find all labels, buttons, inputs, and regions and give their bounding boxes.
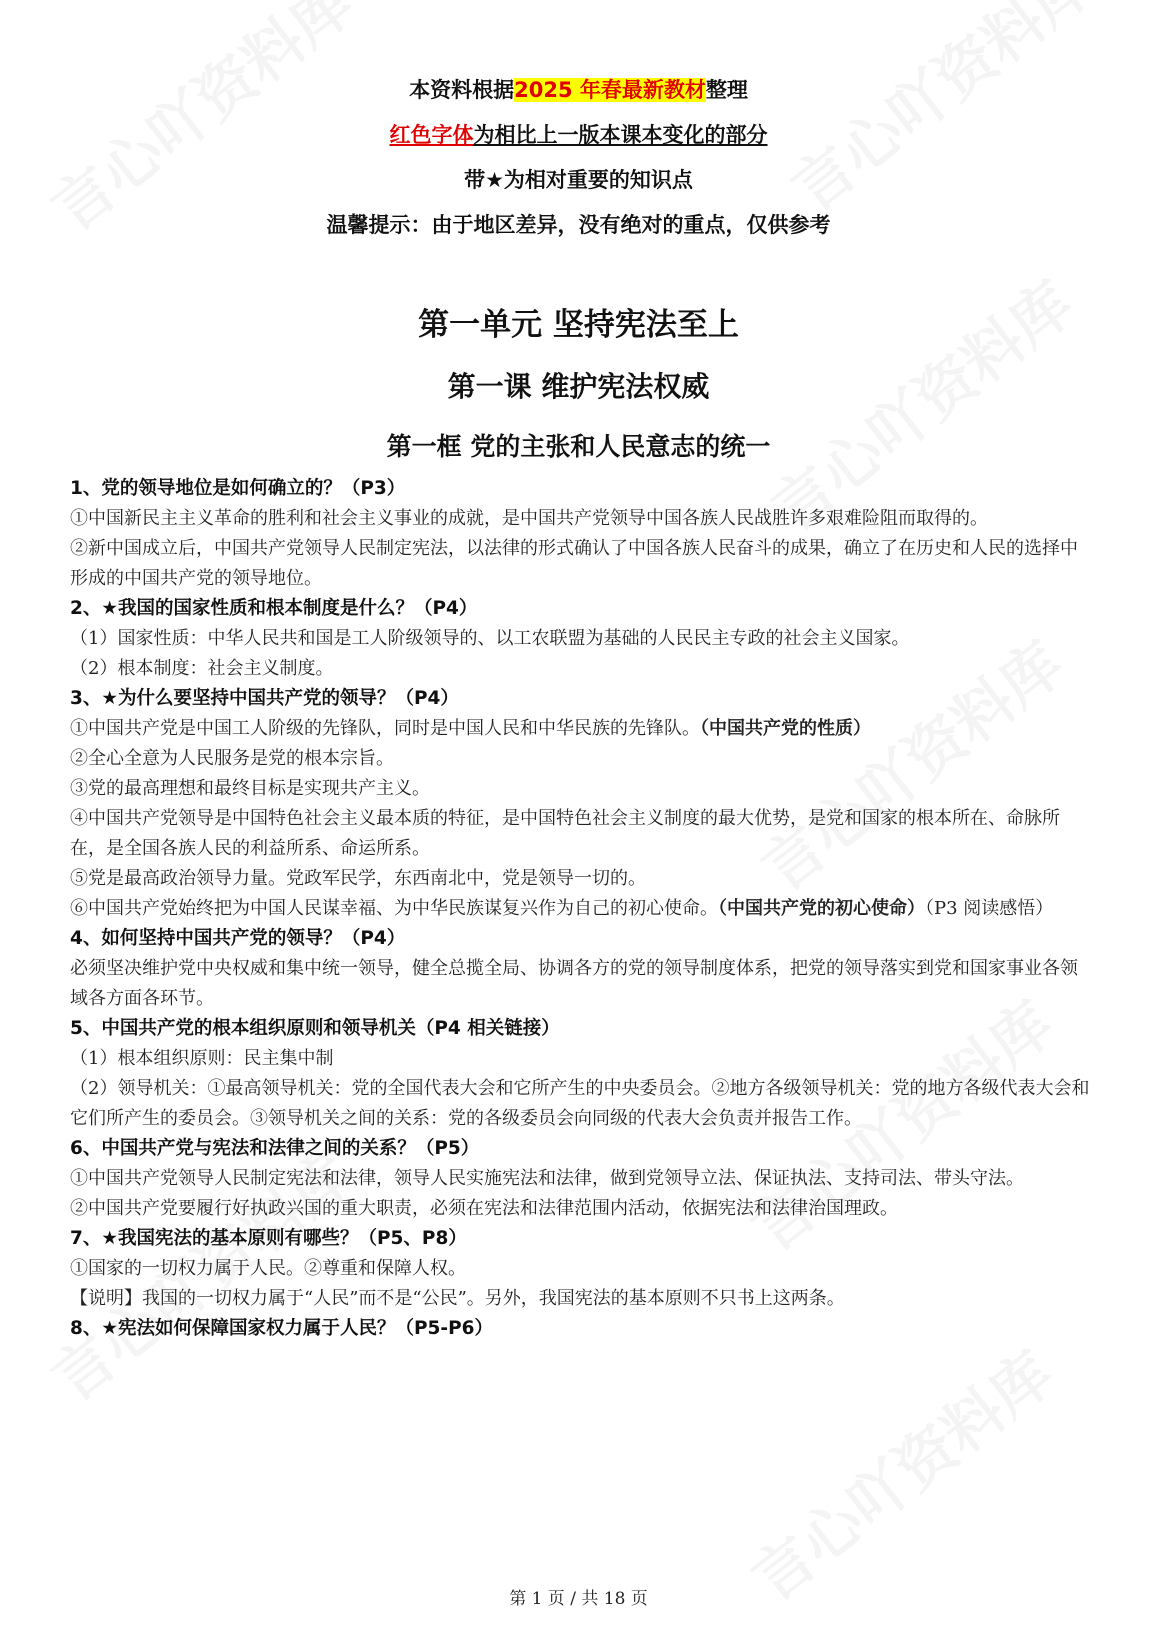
note-tip: 温馨提示：由于地区差异，没有绝对的重点，仅供参考 (326, 213, 831, 237)
question-1: 1、党的领导地位是如何确立的？（P3） (70, 478, 406, 499)
question-2: 2、★我国的国家性质和根本制度是什么？（P4） (70, 598, 478, 619)
answer-text: （2）根本制度：社会主义制度。 (70, 658, 334, 679)
answer-text: ①中国共产党领导人民制定宪法和法律，领导人民实施宪法和法律，做到党领导立法、保证执法、支持司法、带头守法。 (70, 1168, 1024, 1189)
note-red-label: 红色字体 (389, 123, 474, 147)
answer-bold-note: （中国共产党的初心使命） (718, 898, 925, 919)
answer-text: ②新中国成立后，中国共产党领导人民制定宪法，以法律的形式确认了中国各族人民奋斗的成果，确立了在历史和人民的选择中形成的中国共产党的领导地位。 (70, 538, 1078, 589)
answer-text: （1）国家性质：中华人民共和国是工人阶级领导的、以工农联盟为基础的人民民主专政的社会主义国家。 (70, 628, 910, 649)
answer-text: ④中国共产党领导是中国特色社会主义最本质的特征，是中国特色社会主义制度的最大优势，是党和国家的根本所在、命脉所在，是全国各族人民的利益所系、命运所系。 (70, 808, 1060, 859)
note-star: 带★为相对重要的知识点 (464, 168, 693, 192)
answer-part: ⑥中国共产党始终把为中国人民谋幸福、为中华民族谋复兴作为自己的初心使命。 (70, 898, 718, 919)
answer-part: ①中国共产党是中国工人阶级的先锋队，同时是中国人民和中华民族的先锋队。 (70, 718, 700, 739)
note-source-pre: 本资料根据 (409, 78, 515, 102)
unit-title: 第一单元 坚持宪法至上 (418, 307, 739, 343)
page-footer: 第 1 页 / 共 18 页 (509, 1589, 648, 1609)
note-source (0, 68, 1157, 113)
header-notes (0, 68, 1157, 248)
lesson-title: 第一课 维护宪法权威 (447, 370, 710, 403)
answer-part: （P3 阅读感悟） (925, 898, 1054, 919)
answer-note: 【说明】我国的一切权力属于“人民”而不是“公民”。另外，我国宪法的基本原则不只书上这两条。 (70, 1288, 845, 1309)
answer-bold-note: （中国共产党的性质） (700, 718, 871, 739)
answer-text: （1）根本组织原则：民主集中制 (70, 1048, 334, 1069)
question-5: 5、中国共产党的根本组织原则和领导机关（P4 相关链接） (70, 1018, 560, 1039)
watermark (732, 1328, 1069, 1617)
question-7: 7、★我国宪法的基本原则有哪些？（P5、P8） (70, 1228, 467, 1249)
question-6: 6、中国共产党与宪法和法律之间的关系？（P5） (70, 1138, 480, 1159)
answer-text: （2）领导机关：①最高领导机关：党的全国代表大会和它所产生的中央委员会。②地方各级领导机关：党的地方各级代表大会和它们所产生的委员会。③领导机关之间的关系：党的各级委员会向同级的代表大会负责并报告工作。 (70, 1078, 1090, 1129)
frame-title: 第一框 党的主张和人民意志的统一 (386, 432, 771, 461)
answer-text (70, 894, 1090, 924)
answer-text: ⑤党是最高政治领导力量。党政军民学，东西南北中，党是领导一切的。 (70, 868, 646, 889)
document-body (70, 474, 1090, 1344)
note-red-rest: 为相比上一版本课本变化的部分 (473, 123, 768, 147)
note-source-post: 整理 (705, 78, 748, 102)
answer-text: ②中国共产党要履行好执政兴国的重大职责，必须在宪法和法律范围内活动，依据宪法和法律治国理政。 (70, 1198, 898, 1219)
answer-text: 必须坚决维护党中央权威和集中统一领导，健全总揽全局、协调各方的党的领导制度体系，把党的领导落实到党和国家事业各领域各方面各环节。 (70, 958, 1078, 1009)
answer-text: ①国家的一切权力属于人民。②尊重和保障人权。 (70, 1258, 466, 1279)
answer-text (70, 714, 1090, 744)
question-3: 3、★为什么要坚持中国共产党的领导？（P4） (70, 688, 459, 709)
answer-text: ②全心全意为人民服务是党的根本宗旨。 (70, 748, 394, 769)
note-source-highlight: 2025 年春最新教材 (514, 78, 706, 102)
note-red-font (0, 113, 1157, 158)
question-8: 8、★宪法如何保障国家权力属于人民？（P5-P6） (70, 1318, 493, 1339)
answer-text: ③党的最高理想和最终目标是实现共产主义。 (70, 778, 430, 799)
answer-text: ①中国新民主主义革命的胜利和社会主义事业的成就，是中国共产党领导中国各族人民战胜许多艰难险阻而取得的。 (70, 508, 988, 529)
question-4: 4、如何坚持中国共产党的领导？（P4） (70, 928, 406, 949)
